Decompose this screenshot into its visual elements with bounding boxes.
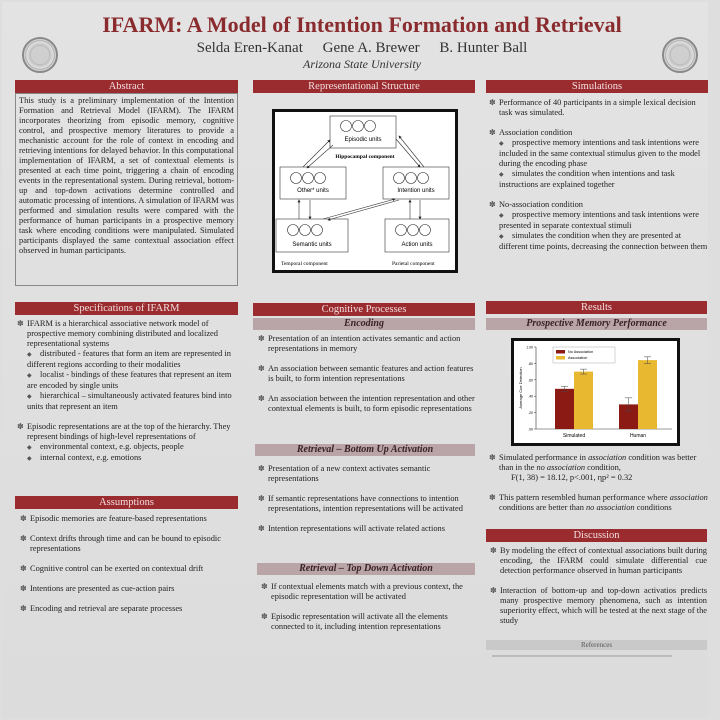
intention-units-label: Intention units — [397, 188, 435, 194]
unit-node — [315, 173, 326, 184]
bullet-item — [19, 564, 237, 574]
sub-bullet-item — [27, 349, 238, 370]
sub-bullet-item — [499, 231, 708, 252]
bullet-icon: ✽ — [20, 564, 27, 573]
bullet-icon: ✽ — [258, 394, 265, 403]
arrow-bullet-icon: ◆ — [499, 172, 504, 178]
bar-association — [574, 372, 593, 429]
discussion-heading: Discussion — [486, 529, 707, 542]
bullet-icon: ✽ — [258, 494, 265, 503]
bullet-icon: ✽ — [258, 524, 265, 533]
bullet-text: Encoding and retrieval are separate processes — [30, 604, 183, 613]
sub-bullet-item — [499, 210, 708, 231]
results-stat-2: ✽ This pattern resembled human performance where association conditions are better than no association conditions — [489, 493, 708, 512]
bullet-text: An association between semantic features and action features is built, to form intention representations — [268, 364, 474, 383]
legend-swatch — [556, 356, 565, 360]
bullet-icon: ✽ — [261, 582, 268, 591]
arrow-bullet-icon: ◆ — [499, 141, 504, 147]
sub-bullet-text: environmental context, e.g. objects, people — [40, 442, 184, 451]
sub-bullet-item — [499, 169, 708, 190]
bullet-icon: ✽ — [489, 493, 496, 502]
legend-swatch — [556, 350, 565, 354]
arrow-bullet-icon: ◆ — [27, 456, 32, 462]
results-heading: Results — [486, 301, 707, 314]
arrow-bullet-icon: ◆ — [27, 394, 32, 400]
bullet-text: An association between the intention representation and other contextual elements is built, to form episodic representations — [268, 394, 475, 413]
bullet-text: Context drifts through time and can be bound to episodic representations — [30, 534, 221, 553]
authors — [2, 40, 720, 57]
discussion-list — [489, 546, 707, 636]
arrow-bullet-icon: ◆ — [499, 213, 504, 219]
bullet-icon: ✽ — [490, 586, 497, 595]
bullet-icon: ✽ — [20, 514, 27, 523]
results-chart — [511, 338, 680, 446]
bullet-item — [19, 534, 237, 554]
sub-bullet-text: prospective memory intentions and task intentions were presented in separate contextual stimuli — [499, 210, 699, 230]
author: B. Hunter Ball — [439, 40, 528, 56]
bullet-icon: ✽ — [20, 534, 27, 543]
bullet-text: Intentions are presented as cue-action pairs — [30, 584, 175, 593]
bullet-text: Intention representations will activate related actions — [268, 524, 445, 533]
legend-label: Association — [568, 356, 588, 360]
specs-heading: Specifications of IFARM — [15, 302, 238, 315]
bullet-icon: ✽ — [17, 319, 24, 328]
bullet-text: If contextual elements match with a previous context, the episodic representation will be activated — [271, 582, 463, 601]
bullet-text: Cognitive control can be exerted on contextual drift — [30, 564, 204, 573]
bullet-item — [257, 524, 475, 534]
abstract-text: This study is a preliminary implementation of the Intention Formation and Retrieval Model (IFARM). The IFARM incorporates theorizing from episodic memory, cognitive control, and prospective memory literatures to provide a mechanistic account for the role of context in encoding and retrieving intentions for delayed behavior. In this computational implementation of IFARM, a set of contextual elements is presented at each time point, triggering a chain of encoding events in the representational system. During retrieval, bottom-up and top-down activations determine controlled and automatic processing of intentions. A simulation of IFARM was performed and simulation results were compared with the performance of human participants in a prospective memory task where encoding conditions were manipulated. Simulated participants displayed the same contextual association effect observed in human participants. — [15, 93, 238, 286]
unit-node — [365, 121, 376, 132]
y-tick-label: .80 — [528, 361, 533, 366]
sub-bullet-text: distributed - features that form an item are represented in different regions according to their modalities — [27, 349, 231, 369]
arrow-bullet-icon: ◆ — [27, 445, 32, 451]
assumptions-list — [19, 514, 237, 624]
y-tick-label: .00 — [528, 427, 533, 432]
bullet-text: If semantic representations have connections to intention representations, intention representations will be activated — [268, 494, 463, 513]
unit-node — [396, 225, 407, 236]
bottomup-list — [257, 464, 475, 544]
encoding-list — [257, 334, 475, 424]
sub-bullet-text: prospective memory intentions and task intentions were included in the same contextual stimulus given to the model during the encoding phase — [499, 138, 701, 168]
sub-bullet-text: simulates the condition when intentions and task instructions are explained together — [499, 169, 675, 189]
unit-node — [288, 225, 299, 236]
unit-node — [406, 173, 417, 184]
university: Arizona State University — [303, 57, 421, 71]
arrow-bullet-icon: ◆ — [499, 234, 504, 240]
bullet-item — [257, 394, 475, 414]
bullet-text: No-association condition — [499, 200, 583, 209]
semantic-units-label: Semantic units — [292, 242, 332, 248]
y-tick-label: 1.00 — [526, 345, 533, 350]
author: Selda Eren-Kanat — [196, 40, 303, 56]
simulations-list — [488, 98, 708, 262]
university-seal-icon — [662, 37, 698, 73]
bullet-item — [488, 128, 708, 190]
bullet-item — [488, 98, 708, 118]
bullet-text: Performance of 40 participants in a simple lexical decision task was simulated. — [499, 98, 696, 117]
bullet-icon: ✽ — [20, 584, 27, 593]
bullet-item — [19, 604, 237, 614]
bullet-item — [257, 334, 475, 354]
bullet-item — [489, 546, 707, 576]
bullet-icon: ✽ — [261, 612, 268, 621]
unit-node — [312, 225, 323, 236]
bullet-icon: ✽ — [489, 453, 496, 462]
sub-bullet-item — [499, 138, 708, 169]
parietal-label: Parietal component — [392, 261, 435, 267]
legend-label: No Association — [568, 350, 594, 354]
bottomup-subheading: Retrieval – Bottom Up Activation — [255, 444, 475, 456]
bullet-item — [260, 612, 475, 632]
y-tick-label: .20 — [528, 411, 533, 416]
unit-node — [394, 173, 405, 184]
unit-node — [418, 173, 429, 184]
sub-bullet-item — [27, 442, 238, 453]
bullet-text: Episodic representations are at the top of the hierarchy. They represent bindings of high-level representations of — [27, 422, 231, 441]
bullet-text: By modeling the effect of contextual associations built during encoding, the IFARM could simulate differential cue detection performance observed in human participants — [500, 546, 707, 575]
bullet-icon: ✽ — [258, 464, 265, 473]
structure-heading: Representational Structure — [253, 80, 475, 93]
sub-bullet-item — [27, 391, 238, 412]
unit-node — [353, 121, 364, 132]
specs-list — [16, 319, 238, 474]
author: Gene A. Brewer — [322, 40, 420, 56]
results-subheading: Prospective Memory Performance — [486, 318, 707, 330]
cognitive-heading: Cognitive Processes — [253, 303, 475, 316]
results-stat-1: ✽ Simulated performance in association condition was better than in the no association condition, F(1, 38) = 18.12, p<.001, ηp² = 0.32 — [489, 453, 697, 482]
poster-title: IFARM: A Model of Intention Formation and Retrieval — [102, 12, 622, 37]
bullet-text: Episodic memories are feature-based representations — [30, 514, 207, 523]
bullet-text: Interaction of bottom-up and top-down activatios predicts many prospective memory phenomena, such as intention superiority effect, which will be tested at the next stage of the study — [500, 586, 707, 625]
bullet-icon: ✽ — [258, 334, 265, 343]
unit-node — [291, 173, 302, 184]
university-seal-icon — [22, 37, 58, 73]
hippocampal-label: Hippocampal component — [335, 154, 395, 160]
sub-bullet-item — [27, 453, 238, 464]
bullet-item — [257, 494, 475, 514]
bullet-icon: ✽ — [489, 200, 496, 209]
references-heading: References — [486, 640, 707, 650]
arrow-bullet-icon: ◆ — [27, 352, 32, 358]
arrow-bullet-icon: ◆ — [27, 373, 32, 379]
encoding-subheading: Encoding — [253, 318, 475, 330]
sub-bullet-item — [27, 370, 238, 391]
sub-bullet-text: simulates the condition when they are presented at different time points, decreasing the connection between them — [499, 231, 708, 251]
bullet-item — [19, 514, 237, 524]
bullet-item — [489, 586, 707, 626]
bar-no-association — [555, 389, 574, 429]
action-units-label: Action units — [401, 242, 433, 248]
y-tick-label: .40 — [528, 394, 533, 399]
other-units-label: Other* units — [297, 188, 329, 194]
bullet-item — [16, 422, 238, 464]
sub-bullet-text: localist - bindings of these features that represent an item are encoded by single units — [27, 370, 232, 390]
unit-node — [341, 121, 352, 132]
bullet-item — [16, 319, 238, 412]
assumptions-heading: Assumptions — [15, 496, 238, 509]
bullet-item — [19, 584, 237, 594]
bullet-icon: ✽ — [258, 364, 265, 373]
bullet-item — [260, 582, 475, 602]
bullet-icon: ✽ — [489, 128, 496, 137]
x-tick-label: Simulated — [562, 433, 586, 439]
bullet-text: Presentation of an intention activates semantic and action representations in memory — [268, 334, 461, 353]
simulations-heading: Simulations — [486, 80, 708, 93]
sub-bullet-text: hierarchical – simultaneously activated features bind into units that represent an item — [27, 391, 232, 411]
unit-node — [408, 225, 419, 236]
unit-node — [303, 173, 314, 184]
structure-diagram — [272, 109, 458, 273]
unit-node — [300, 225, 311, 236]
abstract-heading: Abstract — [15, 80, 238, 93]
bullet-text: Episodic representation will activate all the elements connected to it, including intention representations — [271, 612, 448, 631]
bullet-icon: ✽ — [17, 422, 24, 431]
bullet-text: Association condition — [499, 128, 573, 137]
bullet-icon: ✽ — [489, 98, 496, 107]
topdown-list — [260, 582, 475, 642]
bullet-text: IFARM is a hierarchical associative network model of prospective memory combining distributed and localized representational systems — [27, 319, 218, 348]
sub-bullet-text: internal context, e.g. emotions — [40, 453, 142, 462]
reference-entry — [492, 655, 672, 657]
temporal-label: Temporal component — [281, 261, 328, 267]
poster — [2, 2, 708, 718]
y-axis-label: Average Cue Detection — [518, 367, 523, 409]
x-tick-label: Human — [629, 433, 647, 439]
bar-association — [638, 360, 657, 429]
episodic-units-label: Episodic units — [344, 137, 382, 143]
bullet-icon: ✽ — [20, 604, 27, 613]
unit-node — [420, 225, 431, 236]
topdown-subheading: Retrieval – Top Down Activation — [257, 563, 475, 575]
bullet-icon: ✽ — [490, 546, 497, 555]
bullet-item — [257, 364, 475, 384]
bullet-item — [257, 464, 475, 484]
bullet-item — [488, 200, 708, 252]
bullet-text: Presentation of a new context activates semantic representations — [268, 464, 431, 483]
y-tick-label: .60 — [528, 378, 533, 383]
